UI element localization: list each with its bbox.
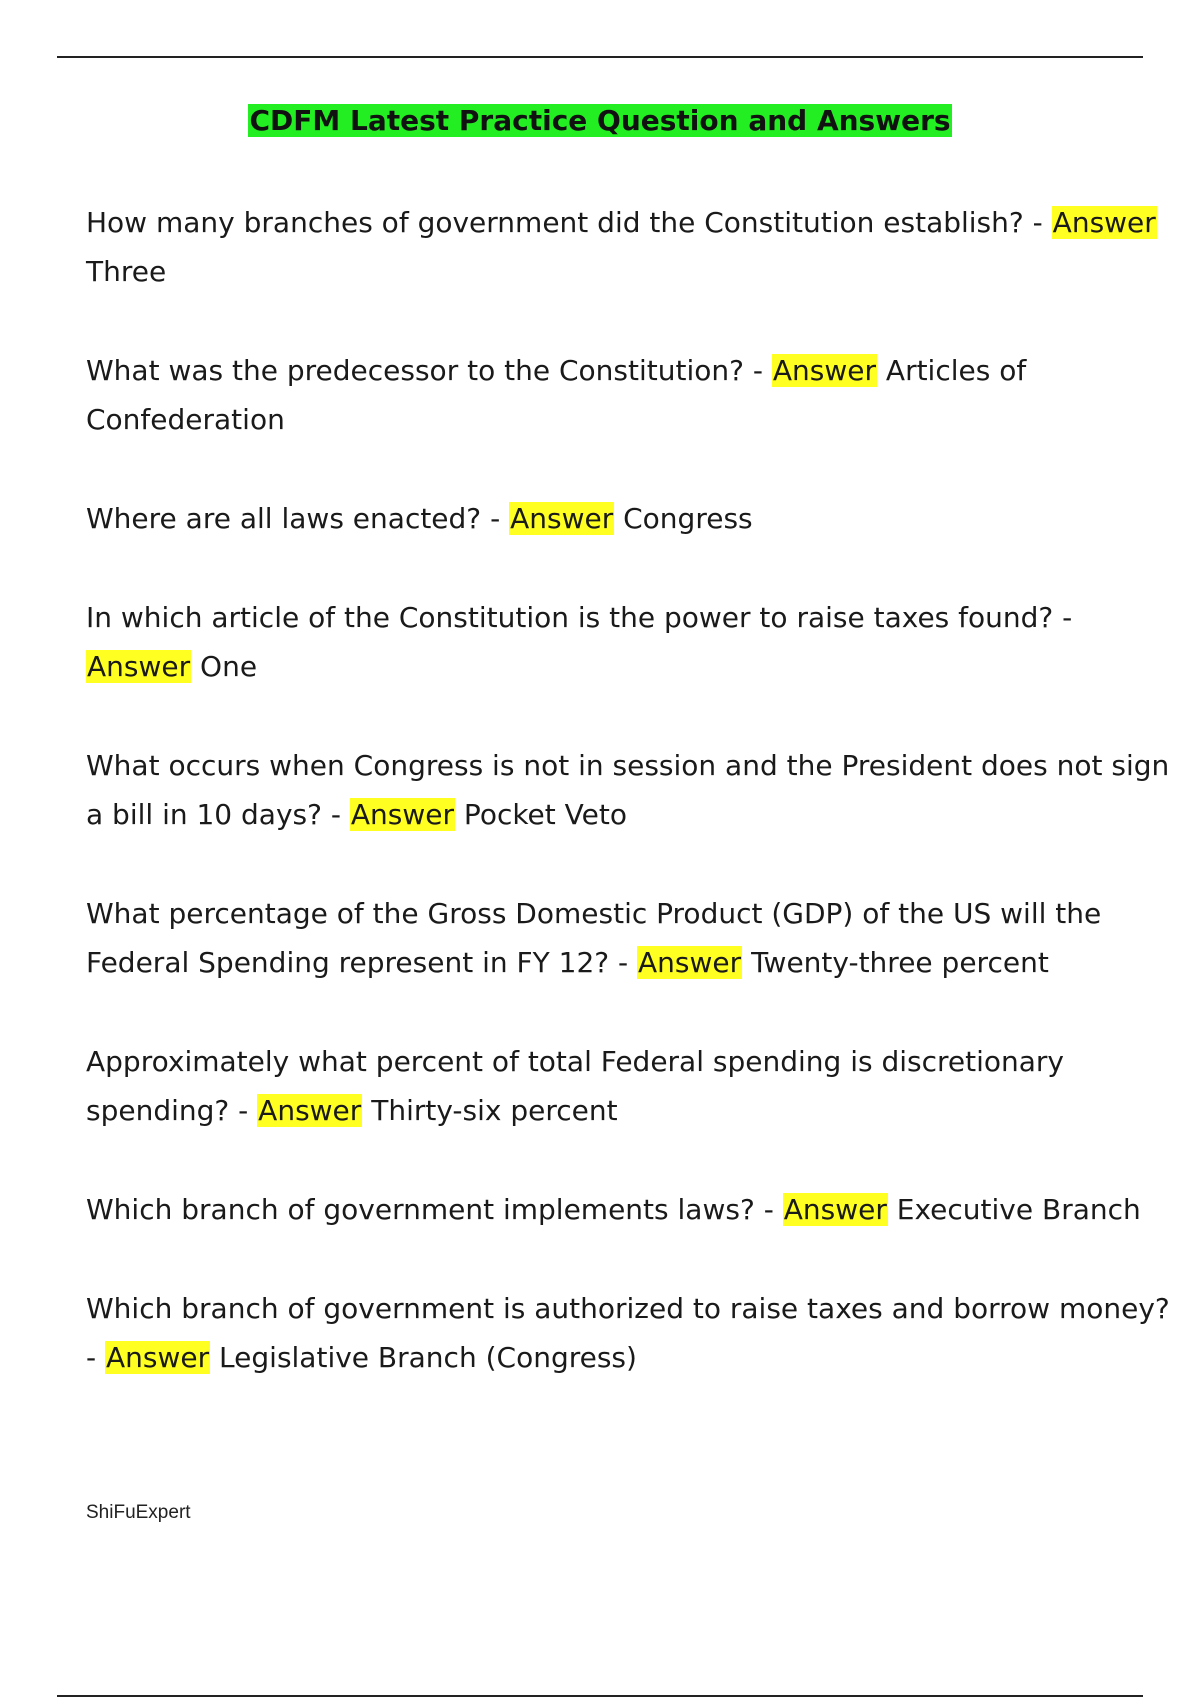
answer-marker: Answer: [258, 1094, 362, 1127]
answer-text: One: [191, 650, 258, 683]
question-text: Approximately what percent of total Federal spending is discretionary spending? -: [86, 1045, 1065, 1127]
question-text: Which branch of government implements laws? -: [86, 1193, 783, 1226]
answer-text: Thirty-six percent: [362, 1094, 618, 1127]
qa-list: [86, 198, 1186, 1432]
qa-item: [86, 889, 1186, 987]
answer-marker: Answer: [106, 1341, 210, 1374]
answer-marker: Answer: [772, 354, 877, 387]
answer-text: Pocket Veto: [455, 798, 627, 831]
qa-item: [86, 346, 1186, 444]
answer-marker: Answer: [783, 1193, 887, 1226]
answer-text: Legislative Branch (Congress): [210, 1341, 637, 1374]
answer-text: Congress: [614, 502, 753, 535]
answer-text: Twenty-three percent: [742, 946, 1049, 979]
answer-marker: Answer: [350, 798, 455, 831]
footer-brand: ShiFuExpert: [86, 1502, 191, 1523]
question-text: Where are all laws enacted? -: [86, 502, 510, 535]
qa-item: [86, 741, 1186, 839]
qa-item: [86, 1185, 1186, 1234]
title-container: [0, 104, 1200, 138]
answer-text: Executive Branch: [887, 1193, 1141, 1226]
question-text: How many branches of government did the Constitution establish? -: [86, 206, 1052, 239]
answer-marker: Answer: [87, 650, 191, 683]
qa-item: [86, 1284, 1186, 1382]
question-text: What occurs when Congress is not in session and the President does not sign a bill in 10 days? -: [86, 749, 1170, 831]
answer-marker: Answer: [638, 946, 742, 979]
answer-text: Three: [86, 255, 167, 288]
question-text: In which article of the Constitution is the power to raise taxes found? -: [86, 601, 1073, 634]
page-title: CDFM Latest Practice Question and Answers: [249, 104, 951, 137]
qa-item: [86, 198, 1186, 296]
answer-text: Articles of Confederation: [86, 354, 1027, 436]
question-text: What percentage of the Gross Domestic Product (GDP) of the US will the Federal Spending represent in FY 12? -: [86, 897, 1102, 979]
qa-item: [86, 593, 1186, 691]
answer-marker: Answer: [510, 502, 614, 535]
top-rule: [57, 56, 1143, 58]
question-text: Which branch of government is authorized to raise taxes and borrow money? -: [86, 1292, 1170, 1374]
qa-item: [86, 494, 1186, 543]
bottom-rule: [57, 1695, 1143, 1697]
qa-item: [86, 1037, 1186, 1135]
question-text: What was the predecessor to the Constitution? -: [86, 354, 772, 387]
answer-marker: Answer: [1052, 206, 1156, 239]
